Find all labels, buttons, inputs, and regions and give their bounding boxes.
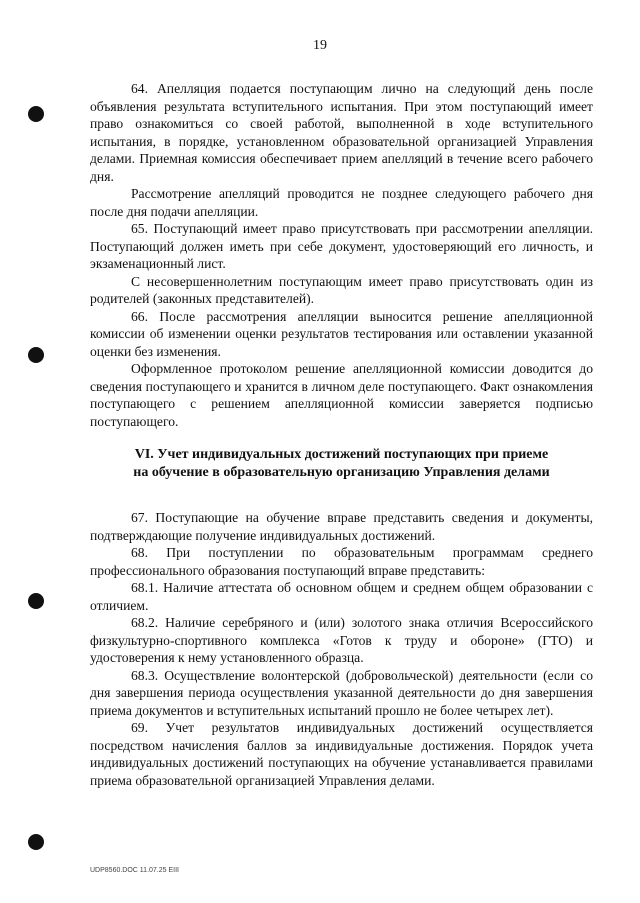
paragraph-68-1: 68.1. Наличие аттестата об основном общем и среднем общем образовании с отличием. <box>90 580 593 613</box>
paragraph-appeal-timing: Рассмотрение апелляций проводится не позднее следующего рабочего дня после дня подачи апелляции. <box>90 186 593 219</box>
page-number: 19 <box>313 38 327 53</box>
paragraph-64: 64. Апелляция подается поступающим лично на следующий день после объявления результата вступительного испытания. При этом поступающий имеет право ознакомиться со своей работой, выполненной в ходе вступительного испытания, в порядке, установленном образовательной организацией Управления делами. Приемная комиссия обеспечивает прием апелляций в течение всего рабочего дня. <box>90 81 593 184</box>
paragraph-decision-notice: Оформленное протоколом решение апелляционной комиссии доводится до сведения поступающего и хранится в личном деле поступающего. Факт ознакомления поступающего с решением апелляционной комиссии заверяется подписью поступающего. <box>90 361 593 429</box>
punch-hole-3 <box>28 593 44 609</box>
paragraph-69: 69. Учет результатов индивидуальных достижений осуществляется посредством начисления баллов за индивидуальные достижения. Порядок учета индивидуальных достижений поступающих на обучение устанавливается правилами приема образовательной организацией Управления делами. <box>90 720 593 788</box>
paragraph-minor-applicant: С несовершеннолетним поступающим имеет право присутствовать один из родителей (законных представителей). <box>90 273 593 306</box>
paragraph-67: 67. Поступающие на обучение вправе представить сведения и документы, подтверждающие получение индивидуальных достижений. <box>90 510 593 543</box>
punch-hole-1 <box>28 106 44 122</box>
punch-hole-2 <box>28 347 44 363</box>
paragraph-66: 66. После рассмотрения апелляции выносится решение апелляционной комиссии об изменении оценки результатов тестирования или оставлении указанной оценки без изменения. <box>90 308 593 359</box>
footer-document-code: UDP8560.DOC 11.07.25 EIII <box>90 867 179 874</box>
punch-hole-4 <box>28 834 44 850</box>
paragraph-68: 68. При поступлении по образовательным программам среднего профессионального образования поступающий вправе представить: <box>90 545 593 578</box>
paragraph-68-2: 68.2. Наличие серебряного и (или) золотого знака отличия Всероссийского физкультурно-спортивного комплекса «Готов к труду и обороне» (ГТО) и удостоверения к нему установленного образца. <box>90 615 593 665</box>
document-body <box>90 80 593 789</box>
section-heading <box>90 446 593 482</box>
section-heading-line-1: VI. Учет индивидуальных достижений поступающих при приеме <box>134 447 549 462</box>
section-heading-line-2: на обучение в образовательную организацию Управления делами <box>133 465 550 480</box>
paragraph-65: 65. Поступающий имеет право присутствовать при рассмотрении апелляции. Поступающий должен иметь при себе документ, удостоверяющий его личность, и экзаменационный лист. <box>90 221 593 271</box>
paragraph-68-3: 68.3. Осуществление волонтерской (добровольческой) деятельности (если со дня завершения периода осуществления указанной деятельности до дня завершения приема документов и вступительных испытаний прошло не более четырех лет). <box>90 667 593 718</box>
